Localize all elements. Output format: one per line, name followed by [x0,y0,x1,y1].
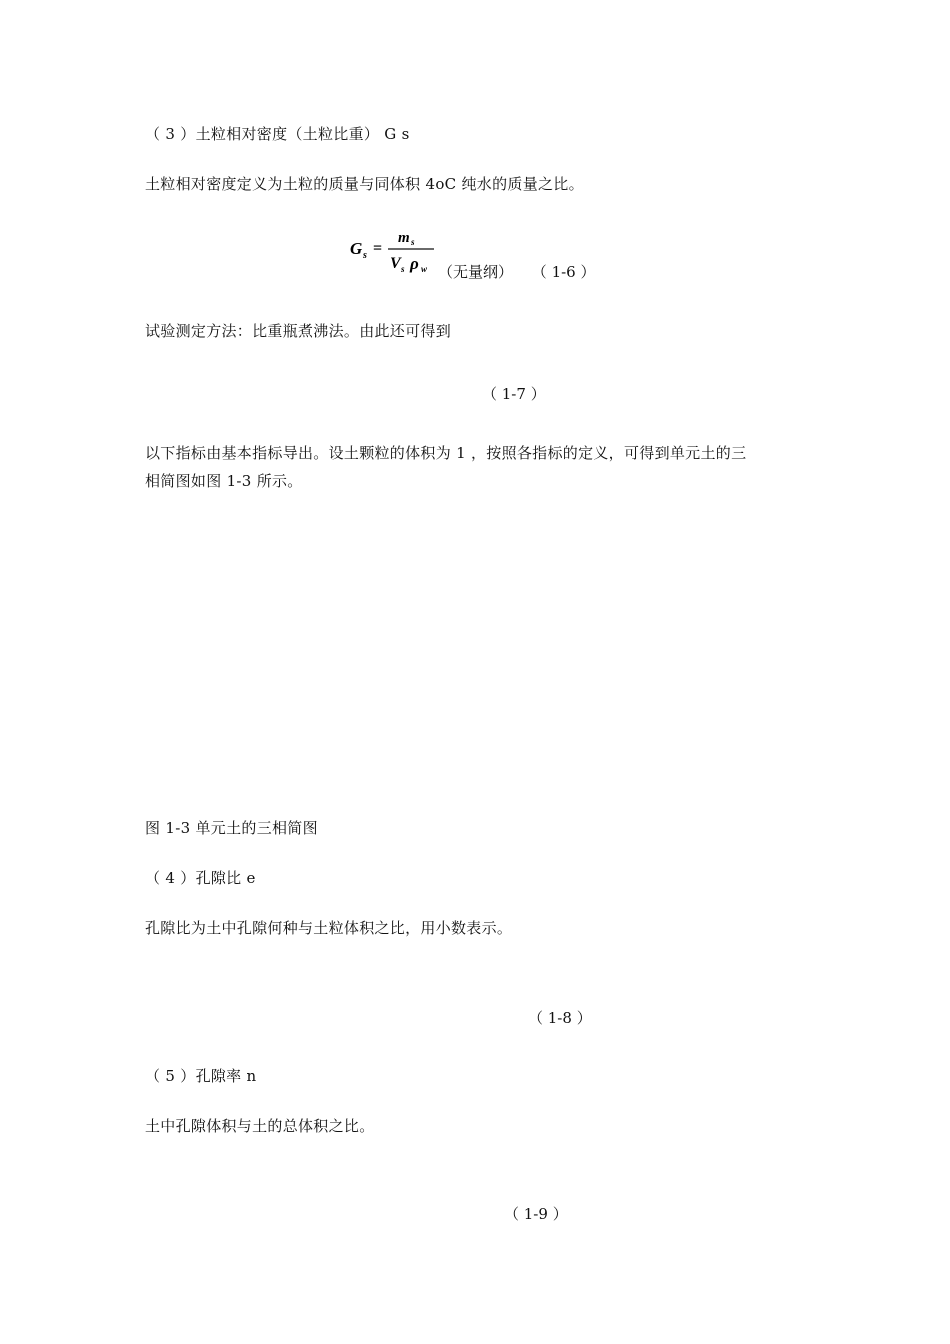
equation-number-1-9: （ 1-9 ） [504,1205,568,1223]
derived-intro-line-2: 相简图如图 1-3 所示。 [145,472,303,490]
formula-denominator-rho: ρ [410,254,419,273]
derived-intro-line-1: 以下指标由基本指标导出。设土颗粒的体积为 1 ，按照各指标的定义，可得到单元土的三 [145,444,747,462]
equation-number-1-7: （ 1-7 ） [482,385,546,403]
section-3-heading: （ 3 ）土粒相对密度（土粒比重） G s [145,125,410,143]
section-5-definition: 土中孔隙体积与土的总体积之比。 [145,1117,375,1135]
section-3-method: 试验测定方法：比重瓶煮沸法。由此还可得到 [145,322,452,340]
formula-lhs: G [350,239,363,258]
formula-numerator: m [398,230,410,246]
section-5-heading: （ 5 ）孔隙率 n [145,1067,257,1085]
formula-denominator-rho-sub: w [421,264,428,274]
section-4-definition: 孔隙比为土中孔隙何种与土粒体积之比，用小数表示。 [145,919,513,937]
section-4-heading: （ 4 ）孔隙比 e [145,869,256,887]
formula-numerator-sub: s [411,237,415,247]
formula-equals: = [373,240,383,257]
unitless-note: （无量纲） [438,263,514,281]
figure-caption: 图 1-3 单元土的三相简图 [145,819,318,837]
section-3-definition: 土粒相对密度定义为土粒的质量与同体积 4oC 纯水的质量之比。 [145,175,584,193]
formula-lhs-sub: s [363,250,367,261]
formula-1-6-note [438,262,596,282]
formula-denominator-v: V [390,255,401,272]
equation-number-1-8: （ 1-8 ） [528,1009,592,1027]
formula-1-6 [348,228,448,276]
formula-denominator-v-sub: s [401,264,405,274]
equation-number-1-6: （ 1-6 ） [531,263,596,281]
